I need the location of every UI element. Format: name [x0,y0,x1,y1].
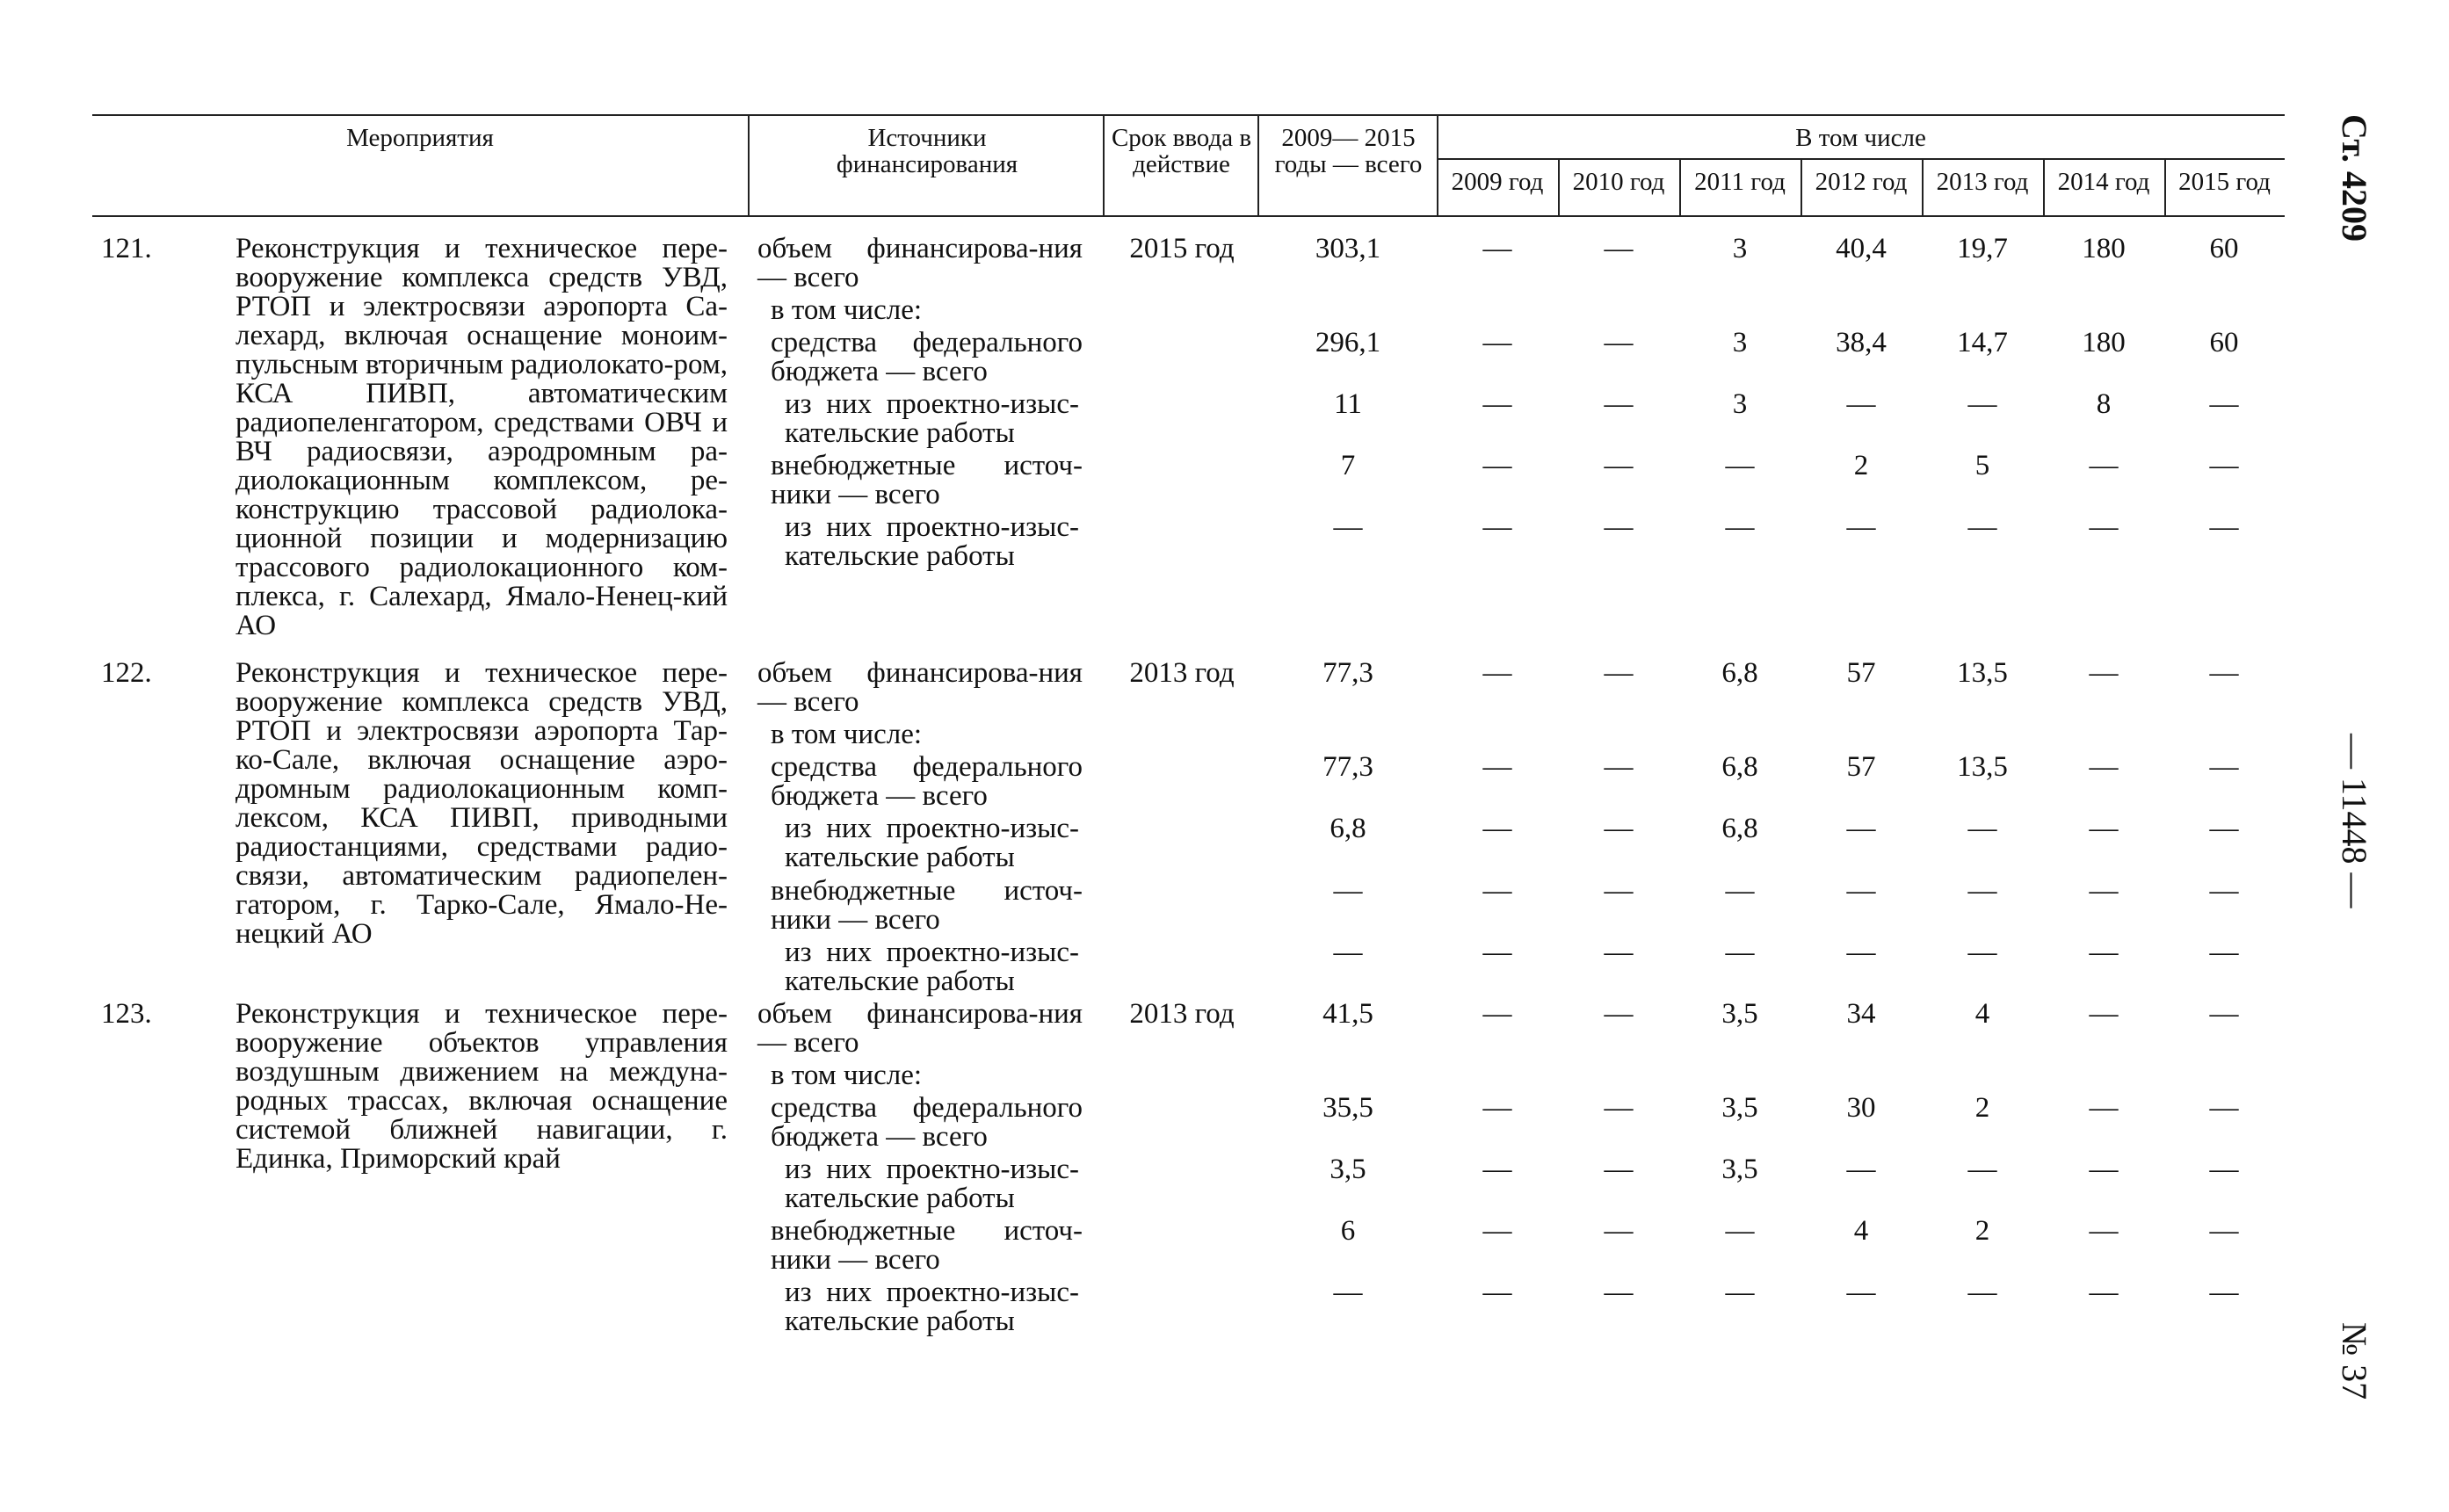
value-cell: — [1846,875,1876,907]
header-sources: Источники финансирования [836,124,1018,178]
value-cell: — [1967,511,1997,543]
value-cell: 13,5 [1957,751,2008,783]
row-number: 122. [101,657,152,689]
value-total: — [1333,511,1363,543]
value-cell: 3 [1732,388,1748,420]
value-cell: — [2089,1215,2119,1247]
source-extra: внебюджетные источ-ники — всего [771,875,1083,936]
value-cell: — [1604,450,1634,481]
value-cell: — [1482,511,1512,543]
value-cell: 2 [1853,450,1869,481]
value-cell: 2 [1974,1215,1990,1247]
value-cell: 3 [1732,233,1748,264]
value-cell: 8 [2096,388,2112,420]
value-cell: 180 [2082,327,2126,358]
value-cell: — [2209,875,2239,907]
value-cell: — [1967,1154,1997,1185]
value-cell: — [1482,327,1512,358]
value-cell: 6,8 [1721,657,1758,689]
row-term: 2013 год [1129,657,1235,689]
value-cell: 34 [1846,998,1876,1030]
value-total: — [1333,937,1363,968]
value-cell: — [2089,937,2119,968]
value-cell: — [2209,1092,2239,1124]
value-cell: — [2089,1154,2119,1185]
header-year: 2013 год [1936,168,2029,196]
header-term: Срок ввода в действие [1111,124,1252,178]
value-cell: — [1482,1215,1512,1247]
value-cell: — [2209,998,2239,1030]
source-federal: средства федерального бюджета — всего [771,1092,1083,1153]
row-measure: Реконструкция и техническое пере-вооружение комплекса средств УВД, РТОП и электросвязи аэропорта Са-лехард, включая оснащение моноим-пульсным вторичным радиолокато-ром, КСА ПИВП, автоматическим радиопеленгатором, средствами ОВЧ и ВЧ радиосвязи, аэродромным ра-диолокационным комплексом, ре-конструкцию трассовой радиолока-ционной позиции и модернизацию трассового радиолокационного ком-плекса, г. Салехард, Ямало-Ненец-кий АО [235,233,728,641]
row-measure: Реконструкция и техническое пере-вооружение комплекса средств УВД, РТОП и электросвязи аэропорта Тар-ко-Сале, включая оснащение аэро-дромным радиолокационным комп-лексом, КСА ПИВП, приводными радиостанциями, средствами радио-связи, автоматическим радиопелен-гатором, г. Тарко-Сале, Ямало-Не-нецкий АО [235,657,728,950]
value-cell: — [1725,1277,1755,1308]
row-measure: Реконструкция и техническое пере-вооружение объектов управления воздушным движением на междуна-родных трассах, включая оснащение системой ближней навигации, г. Единка, Приморский край [235,998,728,1175]
value-cell: — [2089,1092,2119,1124]
value-cell: — [1482,450,1512,481]
row-number: 121. [101,233,152,264]
value-cell: — [1725,875,1755,907]
value-cell: — [1967,1277,1997,1308]
value-cell: — [2209,450,2239,481]
source-total: объем финансирова-ния — всего [757,657,1083,718]
value-cell: 38,4 [1836,327,1887,358]
value-cell: — [1482,1092,1512,1124]
value-cell: — [1725,937,1755,968]
value-cell: — [1482,657,1512,689]
header-year: 2012 год [1815,168,1908,196]
row-number: 123. [101,998,152,1030]
value-total: 77,3 [1322,751,1373,783]
value-cell: — [1846,813,1876,844]
value-cell: — [1482,751,1512,783]
value-cell: 3,5 [1721,998,1758,1030]
value-total: 11 [1334,388,1362,420]
value-cell: — [1482,998,1512,1030]
source-federal: средства федерального бюджета — всего [771,327,1083,387]
value-cell: — [1846,388,1876,420]
value-cell: — [1482,875,1512,907]
value-cell: 3,5 [1721,1154,1758,1185]
source-design: из них проектно-изыс-кательские работы [785,388,1079,449]
value-total: 6,8 [1330,813,1366,844]
value-cell: — [1604,1092,1634,1124]
value-total: — [1333,1277,1363,1308]
value-cell: — [1604,1215,1634,1247]
value-cell: 60 [2209,327,2239,358]
value-cell: — [1604,233,1634,264]
article-label: Ст. 4209 [2335,114,2374,242]
value-cell: — [2209,1277,2239,1308]
value-cell: — [1482,937,1512,968]
source-including: в том числе: [771,719,923,750]
value-cell: — [1482,1154,1512,1185]
header-total: 2009— 2015 годы — всего [1274,124,1423,178]
value-cell: 14,7 [1957,327,2008,358]
value-cell: 2 [1974,1092,1990,1124]
value-cell: — [2089,511,2119,543]
value-cell: — [2209,813,2239,844]
header-year: 2014 год [2057,168,2150,196]
value-cell: — [1725,450,1755,481]
header-bottom-rule [92,215,2285,217]
value-cell: — [1604,998,1634,1030]
value-cell: — [2089,875,2119,907]
header-measures: Мероприятия [346,124,494,152]
value-cell: — [1482,813,1512,844]
value-cell: — [1604,1277,1634,1308]
source-federal: средства федерального бюджета — всего [771,751,1083,812]
source-design: из них проектно-изыс-кательские работы [785,937,1079,997]
value-cell: 13,5 [1957,657,2008,689]
source-design: из них проектно-изыс-кательские работы [785,813,1079,873]
value-cell: 57 [1846,657,1876,689]
value-cell: 4 [1974,998,1990,1030]
value-cell: 3 [1732,327,1748,358]
value-cell: 3,5 [1721,1092,1758,1124]
value-cell: — [2209,388,2239,420]
value-cell: — [1482,1277,1512,1308]
value-cell: — [2209,937,2239,968]
source-extra: внебюджетные источ-ники — всего [771,450,1083,510]
value-cell: — [1604,511,1634,543]
value-cell: — [2209,1215,2239,1247]
value-cell: — [2089,450,2119,481]
value-cell: — [1604,875,1634,907]
value-cell: — [1725,511,1755,543]
value-total: 7 [1340,450,1356,481]
value-cell: 40,4 [1836,233,1887,264]
value-cell: 4 [1853,1215,1869,1247]
value-total: 35,5 [1322,1092,1373,1124]
value-cell: 6,8 [1721,751,1758,783]
value-cell: — [1846,1277,1876,1308]
value-cell: — [2089,813,2119,844]
header-year: 2011 год [1694,168,1786,196]
header-divider [1257,114,1259,216]
value-total: — [1333,875,1363,907]
value-total: 77,3 [1322,657,1373,689]
header-year: 2015 год [2178,168,2271,196]
row-term: 2013 год [1129,998,1235,1030]
issue-number: № 37 [2335,1322,2374,1400]
source-including: в том числе: [771,294,923,326]
top-rule [92,114,2285,116]
value-cell: — [1604,1154,1634,1185]
value-cell: — [1482,388,1512,420]
source-total: объем финансирова-ния — всего [757,233,1083,293]
value-cell: — [1846,937,1876,968]
value-cell: — [1725,1215,1755,1247]
value-cell: — [1604,751,1634,783]
value-cell: — [2209,1154,2239,1185]
value-cell: — [2209,751,2239,783]
header-including: В том числе [1795,124,1926,152]
value-total: 41,5 [1322,998,1373,1030]
value-cell: — [1967,937,1997,968]
value-cell: — [1604,813,1634,844]
value-total: 303,1 [1315,233,1381,264]
value-cell: — [2089,1277,2119,1308]
source-design: из них проектно-изыс-кательские работы [785,511,1079,572]
value-cell: — [1846,511,1876,543]
source-extra: внебюджетные источ-ники — всего [771,1215,1083,1276]
row-term: 2015 год [1129,233,1235,264]
value-cell: — [1604,937,1634,968]
value-cell: — [2209,657,2239,689]
source-design: из них проектно-изыс-кательские работы [785,1154,1079,1214]
header-divider [748,114,750,216]
value-cell: — [1967,875,1997,907]
value-total: 296,1 [1315,327,1381,358]
value-cell: — [2089,998,2119,1030]
value-cell: — [1604,388,1634,420]
value-cell: — [2089,751,2119,783]
page-number: — 11448 — [2335,734,2374,908]
source-including: в том числе: [771,1060,923,1091]
value-cell: 30 [1846,1092,1876,1124]
value-cell: — [1846,1154,1876,1185]
value-total: 6 [1340,1215,1356,1247]
value-cell: — [1967,388,1997,420]
value-cell: 57 [1846,751,1876,783]
value-cell: — [2089,657,2119,689]
value-cell: — [1604,657,1634,689]
years-rule [1437,158,2285,160]
source-total: объем финансирова-ния — всего [757,998,1083,1059]
header-divider [1103,114,1105,216]
value-cell: 6,8 [1721,813,1758,844]
value-cell: 19,7 [1957,233,2008,264]
value-cell: 60 [2209,233,2239,264]
value-cell: — [1604,327,1634,358]
value-cell: 5 [1974,450,1990,481]
value-cell: — [2209,511,2239,543]
value-cell: — [1967,813,1997,844]
header-year: 2009 год [1451,168,1544,196]
value-cell: 180 [2082,233,2126,264]
header-year: 2010 год [1572,168,1665,196]
value-total: 3,5 [1330,1154,1366,1185]
value-cell: — [1482,233,1512,264]
source-design: из них проектно-изыс-кательские работы [785,1277,1079,1337]
